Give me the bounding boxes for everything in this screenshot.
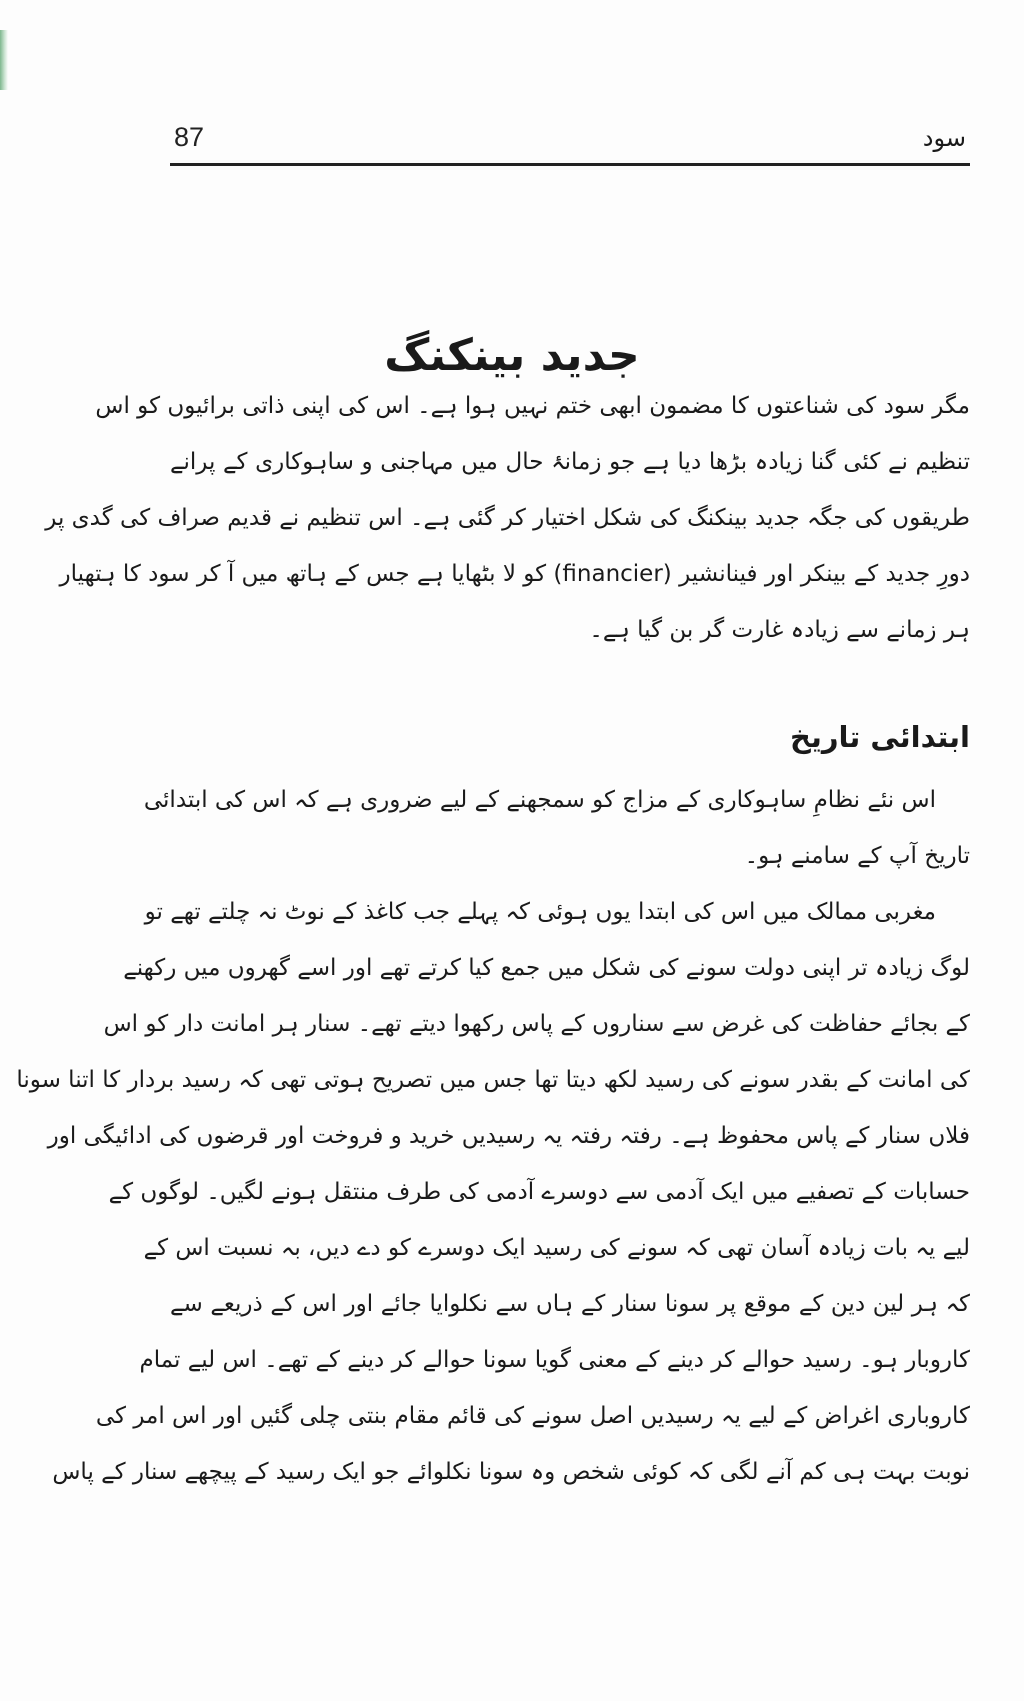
text-line: دورِ جدید کے بینکر اور فینانشیر (financier) کو لا بٹھایا ہے جس کے ہاتھ میں آ کر سود کا ہتھیار <box>59 561 970 587</box>
text-line: فلاں سنار کے پاس محفوظ ہے۔ رفتہ رفتہ یہ رسیدیں خرید و فروخت اور قرضوں کی ادائیگی اور <box>47 1123 970 1149</box>
text-line: اس نئے نظامِ ساہوکاری کے مزاج کو سمجھنے کے لیے ضروری ہے کہ اس کی ابتدائی <box>143 787 936 813</box>
text-line: کاروبار ہو۔ رسید حوالے کر دینے کے معنی گویا سونا حوالے کر دینے کے تھے۔ اس لیے تمام <box>139 1347 970 1373</box>
text-line: ہر زمانے سے زیادہ غارت گر بن گیا ہے۔ <box>589 617 970 643</box>
header-divider <box>170 163 970 166</box>
section-heading: ابتدائی تاریخ <box>790 720 970 754</box>
text-line: مگر سود کی شناعتوں کا مضمون ابھی ختم نہیں ہوا ہے۔ اس کی اپنی ذاتی برائیوں کو اس <box>95 393 970 419</box>
page-number: 87 <box>174 122 205 152</box>
history-paragraph <box>16 884 970 1500</box>
page-header <box>170 118 970 168</box>
text-line: تنظیم نے کئی گنا زیادہ بڑھا دیا ہے جو زمانۂ حال میں مہاجنی و ساہوکاری کے پرانے <box>170 449 970 475</box>
chapter-title: جدید بینکنگ <box>384 330 640 381</box>
text-line: حسابات کے تصفیے میں ایک آدمی سے دوسرے آدمی کی طرف منتقل ہونے لگیں۔ لوگوں کے <box>108 1179 970 1205</box>
text-line: کہ ہر لین دین کے موقع پر سونا سنار کے ہاں سے نکلوایا جائے اور اس کے ذریعے سے <box>170 1291 970 1317</box>
text-line: طریقوں کی جگہ جدید بینکنگ کی شکل اختیار کر گئی ہے۔ اس تنظیم نے قدیم صراف کی گدی پر <box>45 505 970 531</box>
intro-paragraph <box>45 378 970 658</box>
text-line: لیے یہ بات زیادہ آسان تھی کہ سونے کی رسید ایک دوسرے کو دے دیں، بہ نسبت اس کے <box>143 1235 970 1261</box>
scan-edge-mark <box>0 30 8 90</box>
text-line: نوبت بہت ہی کم آنے لگی کہ کوئی شخص وہ سونا نکلوائے جو ایک رسید کے پیچھے سنار کے پاس <box>52 1459 970 1485</box>
history-intro-paragraph <box>143 772 970 884</box>
text-line: کی امانت کے بقدر سونے کی رسید لکھ دیتا تھا جس میں تصریح ہوتی تھی کہ رسید بردار کا اتنا سونا <box>16 1067 970 1093</box>
text-line: مغربی ممالک میں اس کی ابتدا یوں ہوئی کہ پہلے جب کاغذ کے نوٹ نہ چلتے تھے تو <box>144 899 936 925</box>
text-line: کے بجائے حفاظت کی غرض سے سناروں کے پاس رکھوا دیتے تھے۔ سنار ہر امانت دار کو اس <box>103 1011 970 1037</box>
running-title: سود <box>922 124 966 152</box>
text-line: کاروباری اغراض کے لیے یہ رسیدیں اصل سونے کی قائم مقام بنتی چلی گئیں اور اس امر کی <box>95 1403 970 1429</box>
text-line: تاریخ آپ کے سامنے ہو۔ <box>744 843 970 869</box>
text-line: لوگ زیادہ تر اپنی دولت سونے کی شکل میں جمع کیا کرتے تھے اور اسے گھروں میں رکھنے <box>123 955 970 981</box>
